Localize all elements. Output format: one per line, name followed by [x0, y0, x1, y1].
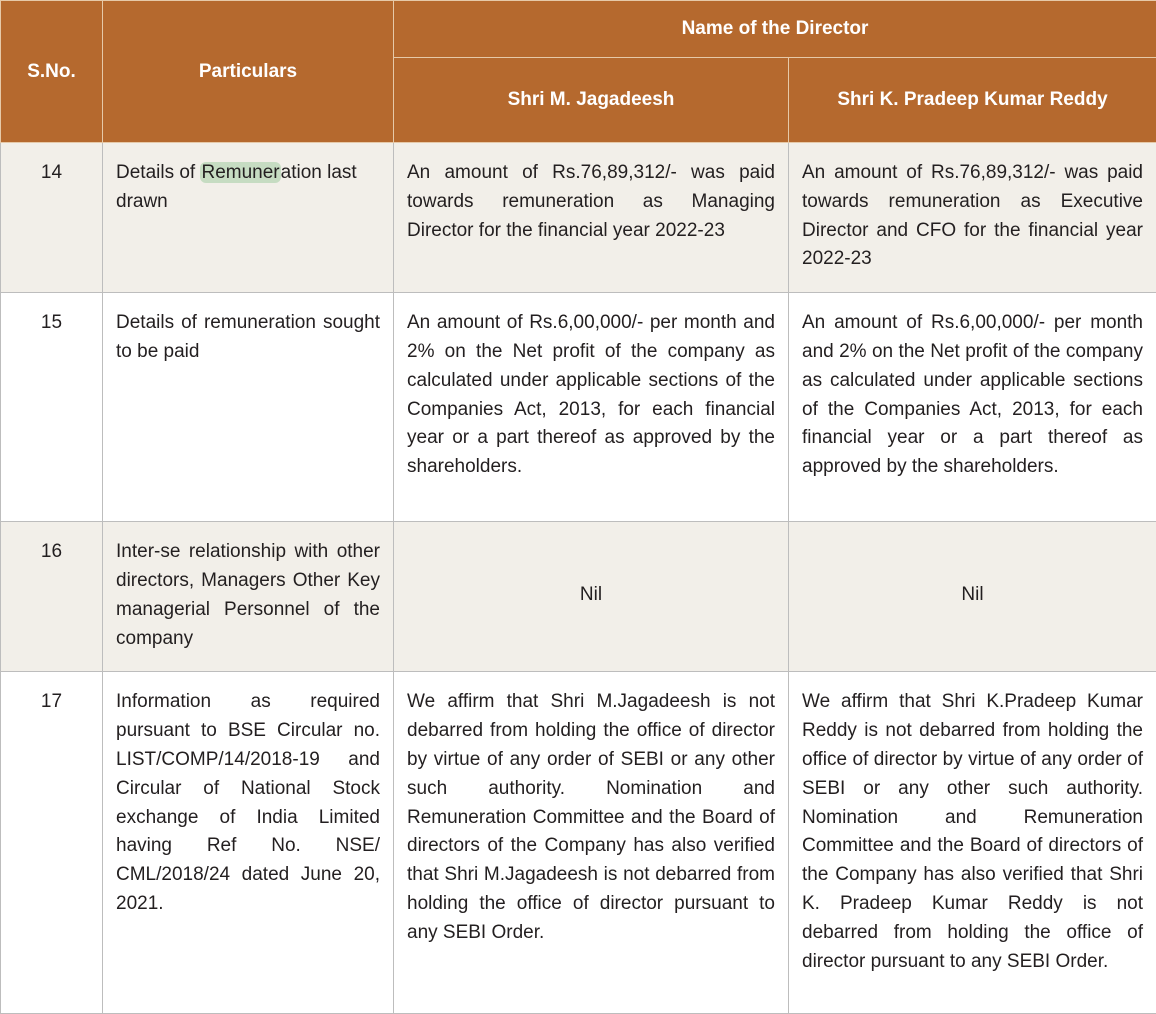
row-director-2: An amount of Rs.6,00,000/- per month and 2% on the Net profit of the company as calculated under applicable sections of the Companies Act, 2013, for each financial year or a part thereof as approved by the shareholders.: [789, 293, 1156, 522]
row-sno: 15: [1, 293, 103, 522]
header-particulars: Particulars: [103, 1, 394, 143]
row-director-2: We affirm that Shri K.Pradeep Kumar Reddy is not debarred from holding the office of director by virtue of any order of SEBI or any other such authority. Nomination and Remuneration Committee and the Board of directors of the Company has also verified that Shri K. Pradeep Kumar Reddy is not debarred from holding the office of director pursuant to any SEBI Order.: [789, 672, 1156, 1014]
highlighted-text: Remuner: [200, 162, 280, 183]
table-row: [1, 143, 1156, 293]
header-row: [1, 1, 1156, 58]
header-sno: S.No.: [1, 1, 103, 143]
row-director-2: An amount of Rs.76,89,312/- was paid towards remuneration as Executive Director and CFO for the financial year 2022-23: [789, 143, 1156, 293]
row-director-1: We affirm that Shri M.Jagadeesh is not debarred from holding the office of director by virtue of any order of SEBI or any other such authority. Nomination and Remuneration Committee and the Board of directors of the Company has also verified that Shri M.Jagadeesh is not debarred from holding the office of director pursuant to any SEBI Order.: [394, 672, 789, 1014]
header-director-2: Shri K. Pradeep Kumar Reddy: [789, 58, 1156, 143]
particulars-prefix: Details of: [116, 162, 200, 183]
header-director-group: Name of the Director: [394, 1, 1156, 58]
row-particulars: [103, 143, 394, 293]
row-sno: 14: [1, 143, 103, 293]
row-particulars: Details of remuneration sought to be paid: [103, 293, 394, 522]
particulars-suffix: ation last drawn: [116, 162, 357, 212]
row-sno: 17: [1, 672, 103, 1014]
table-header: [1, 1, 1156, 143]
row-director-1: An amount of Rs.6,00,000/- per month and 2% on the Net profit of the company as calculated under applicable sections of the Companies Act, 2013, for each financial year or a part thereof as approved by the shareholders.: [394, 293, 789, 522]
row-sno: 16: [1, 522, 103, 672]
table-row: [1, 672, 1156, 1014]
row-director-2: Nil: [789, 522, 1156, 672]
row-director-1: Nil: [394, 522, 789, 672]
row-particulars: Inter-se relationship with other directors, Managers Other Key managerial Personnel of the company: [103, 522, 394, 672]
row-director-1: An amount of Rs.76,89,312/- was paid towards remuneration as Managing Director for the financial year 2022-23: [394, 143, 789, 293]
table-row: [1, 522, 1156, 672]
table-row: [1, 293, 1156, 522]
row-particulars: Information as required pursuant to BSE Circular no. LIST/COMP/14/2018-19 and Circular of National Stock exchange of India Limited having Ref No. NSE/ CML/2018/24 dated June 20, 2021.: [103, 672, 394, 1014]
header-director-1: Shri M. Jagadeesh: [394, 58, 789, 143]
